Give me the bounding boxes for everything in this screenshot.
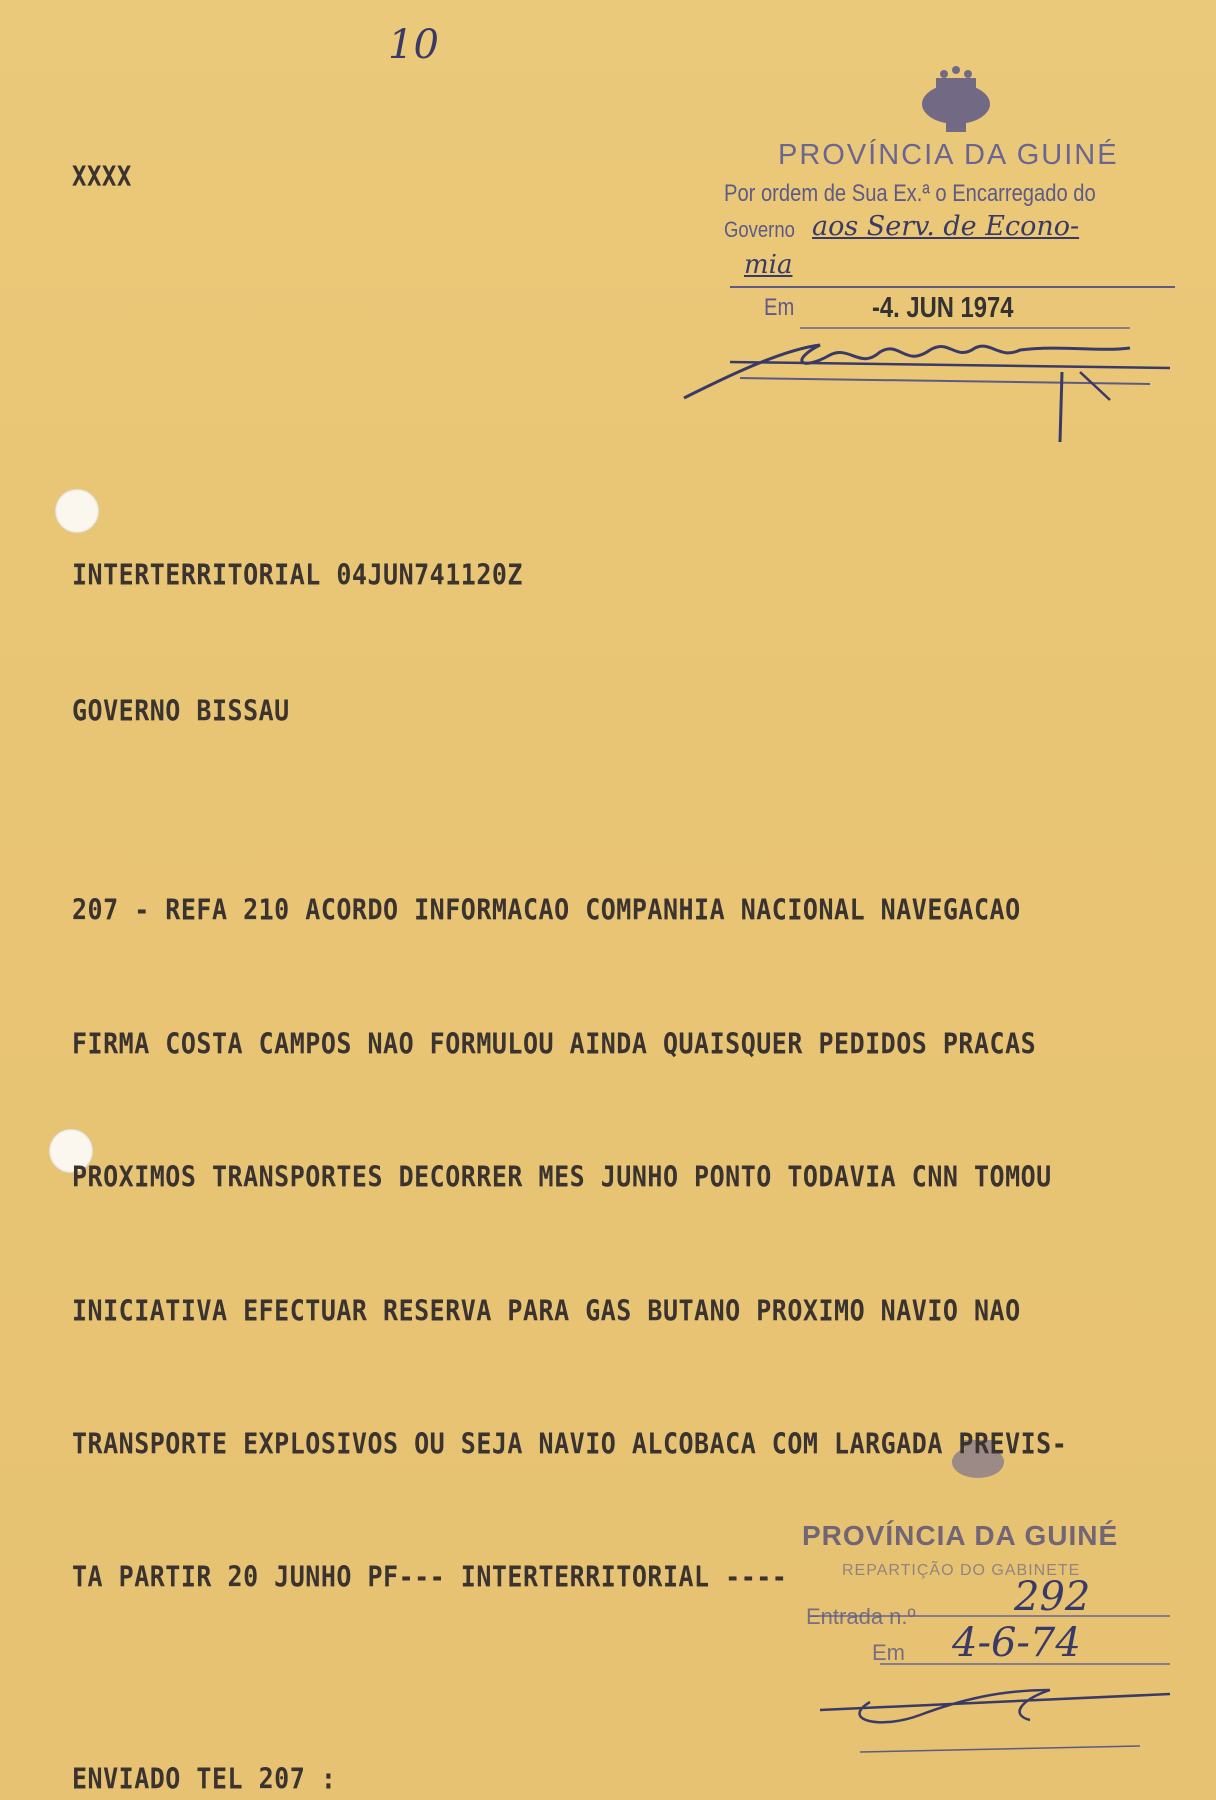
stamp-province-title: PROVÍNCIA DA GUINÉ (778, 139, 1119, 171)
signature-1 (684, 345, 1130, 398)
telegram-footer: ENVIADO TEL 207 : (72, 1762, 337, 1796)
telegram-body-line-5: TRANSPORTE EXPLOSIVOS OU SEJA NAVIO ALCOBACA COM LARGADA PREVIS- (72, 1427, 1068, 1461)
telegram-addressee: GOVERNO BISSAU (72, 694, 290, 728)
telegram-body-line-2: FIRMA COSTA CAMPOS NAO FORMULOU AINDA QUAISQUER PEDIDOS PRACAS (72, 1027, 1037, 1061)
stamp2-entry-number: 292 (1014, 1574, 1091, 1620)
stamp2-date-label: Em (872, 1640, 905, 1665)
telegram-body-line-4: INICIATIVA EFECTUAR RESERVA PARA GAS BUTANO PROXIMO NAVIO NAO (72, 1294, 1021, 1328)
stamp-date-label: Em (764, 294, 795, 321)
telegram-body-line-3: PROXIMOS TRANSPORTES DECORRER MES JUNHO PONTO TODAVIA CNN TOMOU (72, 1160, 1052, 1194)
page-number: 10 (388, 22, 439, 68)
stamp2-department-line: REPARTIÇÃO DO GABINETE (842, 1562, 1081, 1579)
stamp-date-value: -4. JUN 1974 (872, 292, 1014, 324)
telegram-body-line-6: TA PARTIR 20 JUNHO PF--- INTERTERRITORIAL ---- (72, 1560, 788, 1594)
stamp2-date-value: 4-6-74 (952, 1620, 1081, 1666)
stamp-hand-department-end: mia (744, 250, 793, 280)
telegram-header: INTERTERRITORIAL 04JUN741120Z (72, 558, 523, 592)
stamp-order-line: Por ordem de Sua Ex.ª o Encarregado do (724, 180, 1096, 207)
coat-of-arms-icon (922, 66, 990, 132)
header-code: XXXX (72, 160, 132, 193)
telegram-body-line-1: 207 - REFA 210 ACORDO INFORMACAO COMPANHIA NACIONAL NAVEGACAO (72, 893, 1021, 927)
signature-2 (820, 1690, 1170, 1722)
stamp-hand-department: aos Serv. de Econo- (812, 211, 1080, 242)
stamp2-entry-label: Entrada n.º (806, 1604, 916, 1629)
stamp-government-prefix: Governo (724, 217, 795, 242)
stamp2-province-title: PROVÍNCIA DA GUINÉ (802, 1520, 1119, 1551)
